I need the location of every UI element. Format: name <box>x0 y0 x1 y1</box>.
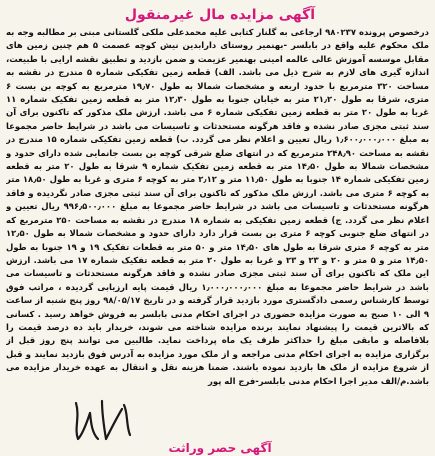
notice-body <box>6 26 429 388</box>
next-notice-title-bar <box>120 440 320 456</box>
notice-body-container <box>6 26 429 438</box>
notice-body-text: درخصوص پرونده ۹۸۰۲۳۷ ارجاعی به گلنار کتابی علیه محمدعلی ملکی گلستانی مبنی بر مطالبه وجه به ملک محکوم علیه واقع در بابلسر -بهنمیر روستای دارابدین نیش کوچه عصمت ۵ هم چنین زمین های مقابل موسسه آموزش عالی عالمه امینی بهنمیر عزیمت و ضمن بازدید و تطبیق نقشه ارایی با طبیعت، اندازه گیری های لازم به شرح ذیل می باشد. الف) قطعه زمین تفکیکی شماره ۵ مندرج در نقشه به مساحت ۳۲۰ مترمربع با حدود اربعه و مشخصات شمالا به طول ۱۹٫۷۰ مترمربع به کوچه بن بست ۶ متری، شرقا به طول ۲۱٫۲۰ متر به خیابان جنوبا به طول ۱۲٫۳۰ متر به قطعه زمین تفکیک شماره ۱۱ غربا به طول ۲۰ متر به قطعه زمین تفکیکی شماره ۶ می باشد. ارزش ملک مذکور که تاکنون برای آن سند ثبتی مجزی صادر نشده و فاقد هرگونه مستحدثات و تاسیسات می باشد در شرایط حاضر مجموعا به مبلغ ۱٫۶۰۰٫۰۰۰٫۰۰۰ ریال تعیین و اعلام نظر می گردد. ب) قطعه زمین تفکیکی شماره ۱۵ مندرج در نقشه به مساحت ۲۴۸٫۹۰ مترمربع که در انتهای ضلع شرقی کوچه بن بست جانمایی شده دارای حدود و مشخصات شمالا به طول ۱۴٫۵۰ متر به قطعه زمین تفکیک شماره ۹ شرقا به طول ۲۰ متر به قطعه زمین تفکیکی شماره ۱۴ جنوبا به طول ۱۱٫۵۰ متر و ۲٫۱۲ متر به کوچه ۶ متری و غربا به طول ۱۸٫۵۰ متر به کوچه ۶ متری می باشد. ارزش ملک مذکور که تاکنون برای آن سند ثبتی مجزی صادر نگردیده و فاقد هرگونه مستحدثات و تاسیسات می باشد در شرایط حاضر مجموعا به مبلغ ۹۹۶٫۵۰۰٫۰۰۰ ریال تعیین و اعلام نظر می گردد. ج) قطعه زمین تفکیکی به شماره ۱۸ مندرج در نقشه به مساحت ۲۵۰ مترمربع که در انتهای ضلع جنوبی کوچه ۶ متری بن بست قرار دارد دارای حدود و مشخصات شمالا به طول ۱۲٫۵۰ متر به کوچه ۶ متری شرقا به طول های ۱۴٫۵۰ متر و ۵۰ متر به قطعات تفکیک ۱۹ و ۱۹ جنوبا به طول ۱۴٫۵۰ متر و ۵ متر و ۲۰ و ۲۳ و ۲۳ و غربا به طول ۲۰ متر به قطعه تفکیک شماره ۱۷ می باشد. ارزش این ملک که تاکنون برای آن سند ثبتی مجزی صادر نشده و فاقد هرگونه مستحدثات و تاسیسات می باشد در شرایط حاضر مجموعا به مبلغ ۱٫۰۰۰٫۰۰۰٫۰۰۰ ریال قیمت پایه ارزیابی گردیده ، مراتب فوق توسط کارشناس رسمی دادگستری مورد بازدید قرار گرفته و در تاریخ ۹۸/۰۵/۱۷ روز پنج شنبه از ساعت ۹ الی ۱۰ صبح به صورت مزایده حضوری در اجرای احکام مدنی بابلسر به فروش خواهد رسید . کسانی که بالاترین قیمت را پیشنهاد نمایند برنده مزایده شناخته می شوند، خریدار باید ده درصد قیمت را بلافاصله و مابقی مبلغ را حداکثر ظرف یک ماه پرداخت نماید. طالبین می توانند پنج روز قبل از برگزاری مزایده به اجرای احکام مدنی مراجعه و از ملک مورد مزایده به آدرس فوق بازدید نمایند و قبل از شروع مزایده از ملک ها بازدید نموده باشند. ضمنا هزینه نقل و انتقال به عهده خریدار مزایده می باشد.م/الف مدیر اجرا احکام مدنی بابلسر-فرج اله پور <box>6 27 429 386</box>
next-notice-title: آگهی حصر وراثت <box>168 441 272 455</box>
notice-title: آگهی مزایده مال غیرمنقول <box>124 7 316 23</box>
notice-title-bar <box>124 4 316 26</box>
